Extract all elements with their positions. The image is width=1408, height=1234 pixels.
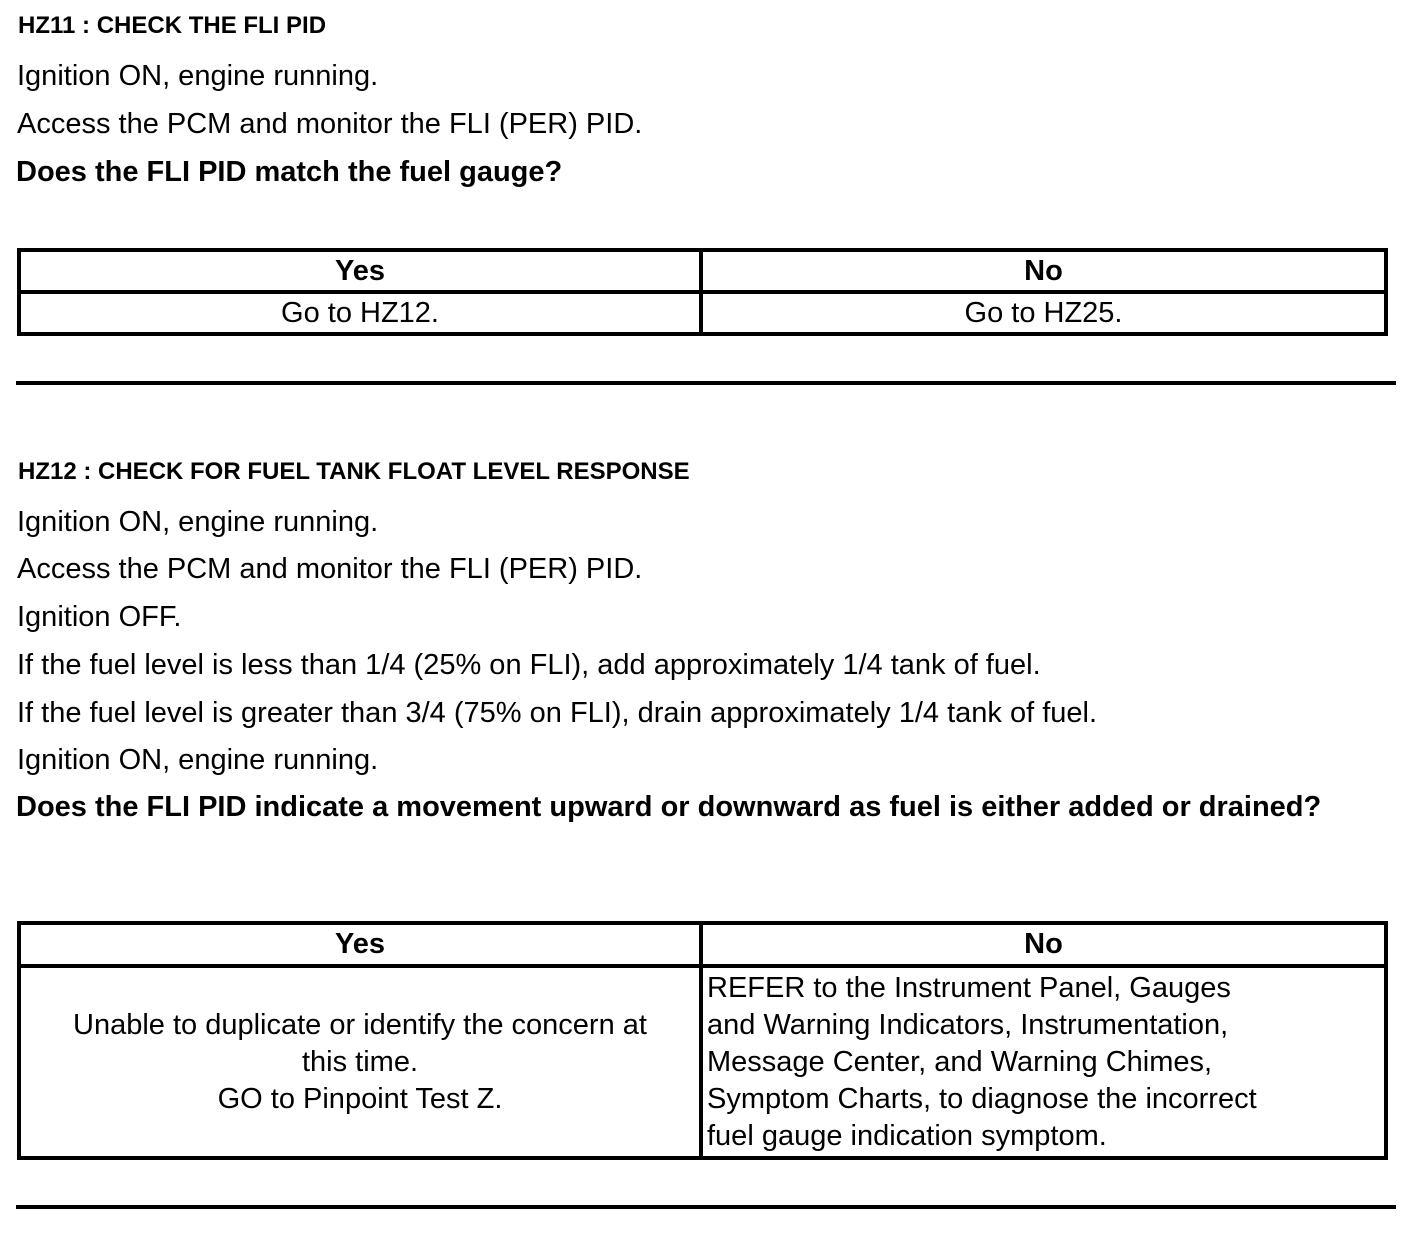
result-table-hz12 <box>17 921 1388 1160</box>
no-result: REFER to the Instrument Panel, Gauges and Warning Indicators, Instrumentation, Message Center, and Warning Chimes, Symptom Charts, to diagnose the incorrect fuel gauge indication symptom. <box>701 966 1386 1158</box>
no-header: No <box>701 923 1386 966</box>
yes-header: Yes <box>19 250 701 292</box>
instruction-line: Ignition ON, engine running. <box>17 744 379 776</box>
section-divider <box>16 381 1396 385</box>
yes-header: Yes <box>19 923 701 966</box>
no-result: Go to HZ25. <box>701 292 1386 334</box>
instruction-line: If the fuel level is greater than 3/4 (75% on FLI), drain approximately 1/4 tank of fuel. <box>17 697 1098 729</box>
instruction-line: Access the PCM and monitor the FLI (PER) PID. <box>17 553 643 585</box>
step-question-hz12: Does the FLI PID indicate a movement upward or downward as fuel is either added or drained? <box>16 791 1322 823</box>
section-divider <box>16 1205 1396 1209</box>
yes-result: Go to HZ12. <box>19 292 701 334</box>
step-title-hz11: HZ11 : CHECK THE FLI PID <box>18 12 327 39</box>
yes-result: Unable to duplicate or identify the concern at this time. GO to Pinpoint Test Z. <box>19 966 701 1158</box>
result-table-hz11 <box>17 248 1388 336</box>
instruction-line: Ignition ON, engine running. <box>17 506 379 538</box>
step-question-hz11: Does the FLI PID match the fuel gauge? <box>16 156 563 188</box>
instruction-line: Access the PCM and monitor the FLI (PER) PID. <box>17 108 643 140</box>
instruction-line: If the fuel level is less than 1/4 (25% on FLI), add approximately 1/4 tank of fuel. <box>17 649 1041 681</box>
step-title-hz12: HZ12 : CHECK FOR FUEL TANK FLOAT LEVEL RESPONSE <box>18 458 690 485</box>
instruction-line: Ignition ON, engine running. <box>17 60 379 92</box>
instruction-line: Ignition OFF. <box>17 601 182 633</box>
no-header: No <box>701 250 1386 292</box>
